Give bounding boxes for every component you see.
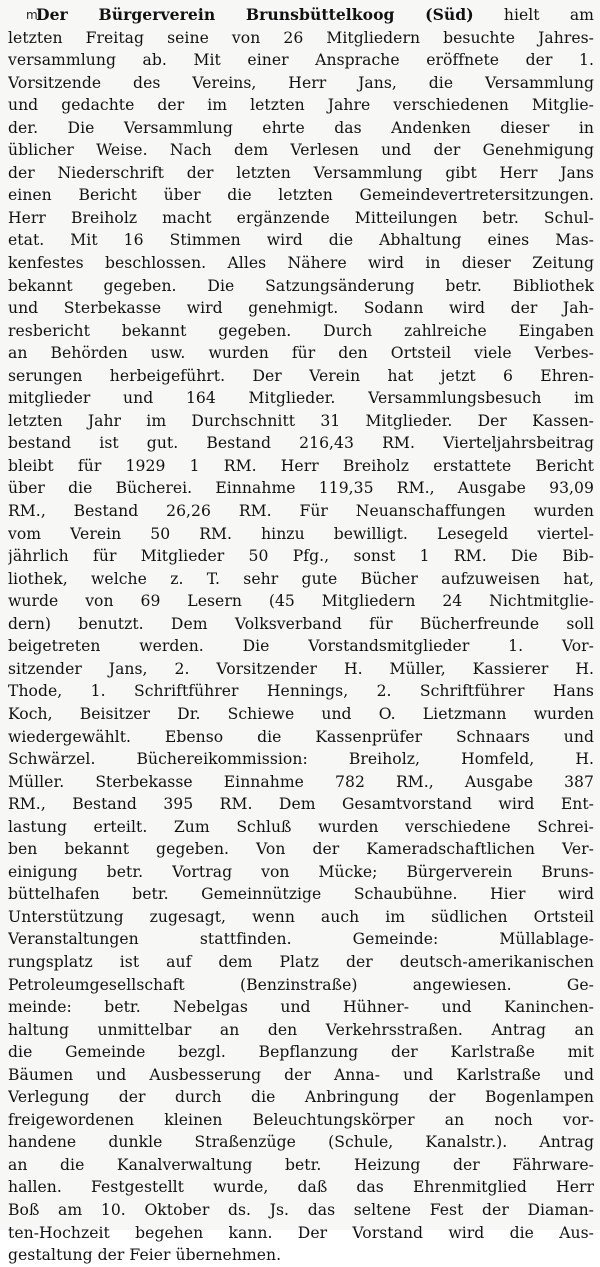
article-line: RM., Bestand 395 RM. Dem Gesamtvorstand wird Ent-	[8, 795, 594, 814]
article-heading: Der Bürgerverein Brunsbüttelkoog (Süd)	[36, 5, 474, 24]
article-line: bleibt für 1929 1 RM. Herr Breiholz erstattete Bericht	[8, 456, 594, 475]
article-line: ten-Hochzeit begehen kann. Der Vorstand wird die Aus-	[8, 1223, 594, 1242]
article-line: der. Die Versammlung ehrte das Andenken dieser in	[8, 118, 594, 137]
article-line: Koch, Beisitzer Dr. Schiewe und O. Lietzmann wurden	[8, 704, 594, 723]
article-line: liothek, welche z. T. sehr gute Bücher aufzuweisen hat,	[8, 569, 594, 588]
article-line: Unterstützung zugesagt, wenn auch im südlichen Ortsteil	[8, 907, 594, 926]
article-line: etat. Mit 16 Stimmen wird die Abhaltung eines Mas-	[8, 231, 594, 250]
article-line: dern) benutzt. Dem Volksverband für Bücherfreunde soll	[8, 614, 594, 633]
article-line: Verlegung der durch die Anbringung der Bogenlampen	[8, 1088, 594, 1107]
article-line: gestaltung der Feier übernehmen.	[8, 1246, 282, 1265]
article-line: lastung erteilt. Zum Schluß wurden verschiedene Schrei-	[8, 817, 594, 836]
article-line: Thode, 1. Schriftführer Hennings, 2. Schriftführer Hans	[8, 682, 594, 701]
article-line: Petroleumgesellschaft (Benzinstraße) angewiesen. Ge-	[8, 975, 594, 994]
article-line: der Niederschrift der letzten Versammlung gibt Herr Jans	[8, 163, 594, 182]
article-line: jährlich für Mitglieder 50 Pfg., sonst 1 RM. Die Bib-	[8, 547, 594, 566]
article-line: letzten Freitag seine von 26 Mitgliedern besuchte Jahres-	[8, 28, 594, 47]
article-line: versammlung ab. Mit einer Ansprache eröffnete der 1.	[8, 51, 594, 70]
article-line: über die Bücherei. Einnahme 119,35 RM., Ausgabe 93,09	[8, 479, 594, 498]
article-body	[8, 4, 594, 1267]
article-line: an Behörden usw. wurden für den Ortsteil viele Verbes-	[8, 344, 594, 363]
article-line: einigung betr. Vortrag von Mücke; Bürgerverein Bruns-	[8, 862, 594, 881]
article-line: die Gemeinde bezgl. Bepflanzung der Karlstraße mit	[8, 1043, 594, 1062]
article-line: einen Bericht über die letzten Gemeindevertretersitzungen.	[8, 186, 594, 205]
article-line: freigewordenen kleinen Beleuchtungskörper an noch vor-	[8, 1110, 594, 1129]
article-line: letzten Jahr im Durchschnitt 31 Mitglieder. Der Kassen-	[8, 411, 594, 430]
article-line: wurde von 69 Lesern (45 Mitgliedern 24 Nichtmitglie-	[8, 592, 594, 611]
article-line: ben bekannt gegeben. Von der Kameradschaftlichen Ver-	[8, 840, 594, 859]
article-line: hallen. Festgestellt wurde, daß das Ehrenmitglied Herr	[8, 1178, 594, 1197]
article-line: beigetreten werden. Die Vorstandsmitglieder 1. Vor-	[8, 637, 594, 656]
article-line: Schwärzel. Büchereikommission: Breiholz, Homfeld, H.	[8, 750, 594, 769]
article-line: und Sterbekasse wird genehmigt. Sodann wird der Jah-	[8, 299, 594, 318]
article-line: Boß am 10. Oktober ds. Js. das seltene Fest der Diaman-	[8, 1200, 594, 1219]
article-line: wiedergewählt. Ebenso die Kassenprüfer Schnaars und	[8, 727, 594, 746]
paragraph-marker: m	[26, 8, 38, 22]
article-line: resbericht bekannt gegeben. Durch zahlreiche Eingaben	[8, 321, 594, 340]
article-line: Bäumen und Ausbesserung der Anna- und Karlstraße und	[8, 1065, 594, 1084]
article-line: sitzender Jans, 2. Vorsitzender H. Müller, Kassierer H.	[8, 659, 594, 678]
article-line	[8, 4, 594, 27]
article-line: und gedachte der im letzten Jahre verschiedenen Mitglie-	[8, 96, 594, 115]
article-line: RM., Bestand 26,26 RM. Für Neuanschaffungen wurden	[8, 502, 594, 521]
article-line: haltung unmittelbar an den Verkehrsstraßen. Antrag an	[8, 1020, 594, 1039]
article-line: büttelhafen betr. Gemeinnützige Schaubühne. Hier wird	[8, 885, 594, 904]
article-line: handene dunkle Straßenzüge (Schule, Kanalstr.). Antrag	[8, 1133, 594, 1152]
article-line: bekannt gegeben. Die Satzungsänderung betr. Bibliothek	[8, 276, 594, 295]
article-line: Veranstaltungen stattfinden. Gemeinde: Müllablage-	[8, 930, 594, 949]
article-line: meinde: betr. Nebelgas und Hühner- und Kaninchen-	[8, 998, 594, 1017]
article-line: Herr Breiholz macht ergänzende Mitteilungen betr. Schul-	[8, 208, 594, 227]
article-line: an die Kanalverwaltung betr. Heizung der Fährware-	[8, 1155, 594, 1174]
article-line: mitglieder und 164 Mitglieder. Versammlungsbesuch im	[8, 389, 594, 408]
article-line: üblicher Weise. Nach dem Verlesen und der Genehmigung	[8, 141, 594, 160]
article-line: bestand ist gut. Bestand 216,43 RM. Vierteljahrsbeitrag	[8, 434, 594, 453]
article-line: rungsplatz ist auf dem Platz der deutsch-amerikanischen	[8, 952, 594, 971]
article-line: vom Verein 50 RM. hinzu bewilligt. Lesegeld viertel-	[8, 524, 594, 543]
article-line-text: hielt am	[473, 6, 594, 24]
article-line: kenfestes beschlossen. Alles Nähere wird in dieser Zeitung	[8, 254, 594, 273]
article-line: Vorsitzende des Vereins, Herr Jans, die Versammlung	[8, 73, 594, 92]
article-line: Müller. Sterbekasse Einnahme 782 RM., Ausgabe 387	[8, 772, 594, 791]
article-line: serungen herbeigeführt. Der Verein hat jetzt 6 Ehren-	[8, 366, 594, 385]
